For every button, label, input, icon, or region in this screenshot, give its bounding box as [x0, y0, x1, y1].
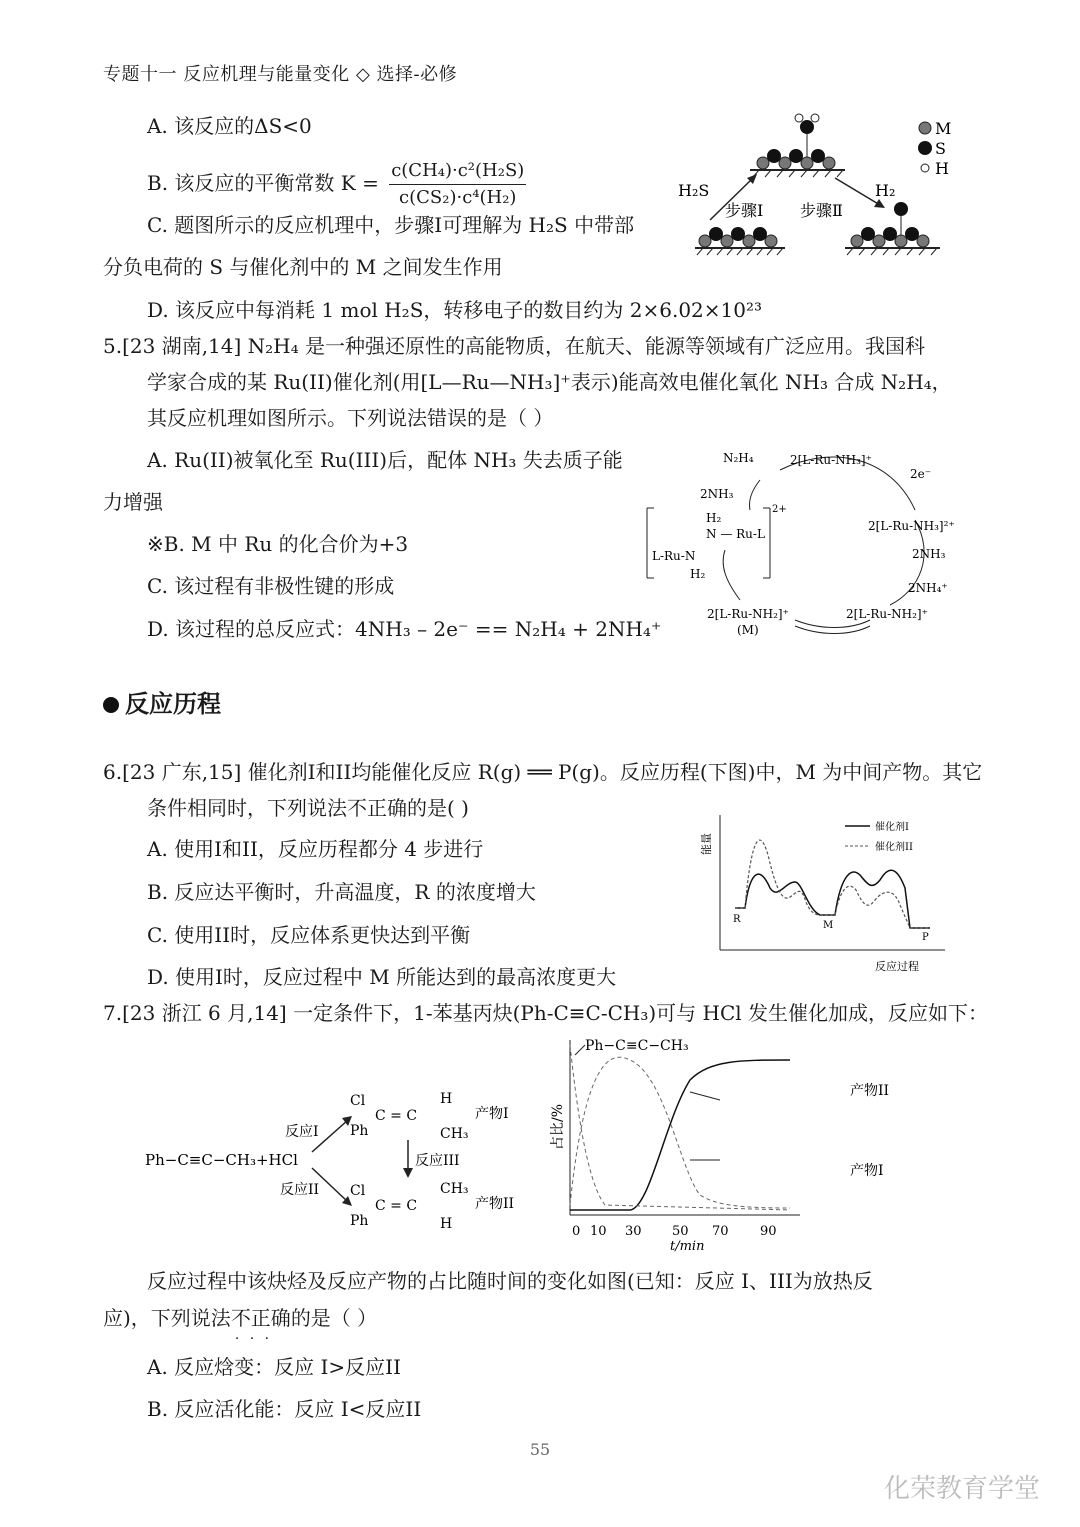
q6-stem-line1: 6.[23 广东,15] 催化剂I和II均能催化反应 R(g) ══ P(g)。反应历程(下图)中，M 为中间产物。其它 — [103, 760, 983, 784]
q7-option-b: B. 反应活化能：反应 I<反应II — [147, 1397, 422, 1421]
prod2-h: H — [440, 1216, 453, 1232]
legend-h-icon — [921, 164, 929, 172]
prod1-h: H — [440, 1091, 453, 1107]
reaction-1-label: 反应I — [285, 1124, 319, 1140]
complex-left: L-Ru-N — [652, 549, 696, 563]
prod2-cl: Cl — [350, 1183, 366, 1199]
watermark: 化荣教育学堂 — [883, 1474, 1040, 1504]
n2h4-label: N₂H₄ — [723, 451, 754, 465]
q7-paragraph-part3: 的是（ ） — [290, 1306, 378, 1330]
x-tick-50: 50 — [672, 1224, 689, 1239]
page-header: 专题十一 反应机理与能量变化 ◇ 选择-必修 — [103, 64, 458, 85]
legend-m-icon — [919, 122, 931, 134]
legend-catalyst-1: 催化剂I — [875, 822, 909, 833]
composition-time-chart — [540, 1030, 920, 1255]
q4-option-d: D. 该反应中每消耗 1 mol H₂S，转移电子的数目约为 2×6.02×10²³ — [147, 298, 763, 322]
q5-option-a-line1: A. Ru(II)被氧化至 Ru(III)后，配体 NH₃ 失去质子能 — [147, 448, 623, 472]
energy-profile-chart — [700, 810, 950, 980]
prod2-name: 产物II — [475, 1196, 515, 1212]
complex-top-h2: H₂ — [706, 511, 722, 525]
prod1-ph: Ph — [350, 1123, 369, 1139]
q7-stem-line1: 7.[23 浙江 6 月,14] 一定条件下，1-苯基丙炔(Ph-C≡C-CH₃)可与 HCl 发生催化加成，反应如下： — [103, 1001, 989, 1025]
right-complex-label: 2[L-Ru-NH₃]²⁺ — [868, 519, 955, 533]
legend-s: S — [935, 139, 946, 158]
q5-option-b: ※B. M 中 Ru 的化合价为+3 — [147, 532, 409, 556]
bottom-left-complex-label: 2[L-Ru-NH₂]⁺ — [707, 607, 789, 621]
top-complex-label: 2[L-Ru-NH₃]⁺ — [790, 453, 872, 467]
q5-option-d: D. 该过程的总反应式：4NH₃ – 2e⁻ == N₂H₄ + 2NH₄⁺ — [147, 617, 662, 641]
x-axis-label: t/min — [670, 1239, 705, 1254]
alkyne-label: Ph−C≡C−CH₃ — [585, 1038, 689, 1054]
q6-option-b: B. 反应达平衡时，升高温度，R 的浓度增大 — [147, 880, 536, 904]
prod2-ch3: CH₃ — [440, 1181, 469, 1197]
prod1-ch3: CH₃ — [440, 1126, 469, 1142]
prod2-cc: C = C — [375, 1198, 418, 1214]
q7-paragraph-line1: 反应过程中该炔烃及反应产物的占比随时间的变化如图(已知：反应 I、III为放热反 — [147, 1269, 873, 1293]
h2s-label: H₂S — [678, 181, 710, 200]
legend-s-icon — [918, 141, 932, 155]
q7-paragraph-part1: 应)，下列说法 — [103, 1306, 231, 1330]
q5-stem-line1: 5.[23 湖南,14] N₂H₄ 是一种强还原性的高能物质，在航天、能源等领域有广泛应用。我国科 — [103, 334, 925, 358]
m-label: (M) — [737, 623, 759, 637]
step1-label: 步骤Ⅰ — [725, 201, 764, 220]
q5-option-c: C. 该过程有非极性键的形成 — [147, 574, 395, 598]
y-axis-label: 能量 — [700, 833, 713, 855]
q6-option-c: C. 使用II时，反应体系更快达到平衡 — [147, 923, 471, 947]
h2-label: H₂ — [875, 181, 896, 200]
electron-label: 2e⁻ — [910, 467, 932, 481]
r-label: R — [733, 914, 741, 925]
left-nh3-label: 2NH₃ — [700, 487, 734, 501]
complex-n-ru-l: N — Ru-L — [706, 527, 765, 541]
x-tick-70: 70 — [712, 1224, 729, 1239]
q4-option-b — [147, 160, 530, 209]
product1-label: 产物I — [850, 1163, 884, 1179]
prod1-cc: C = C — [375, 1108, 418, 1124]
product1-curve — [570, 1057, 790, 1208]
right-nh3-label: 2NH₃ — [912, 547, 946, 561]
page-number: 55 — [529, 1440, 551, 1459]
q6-option-d: D. 使用I时，反应过程中 M 所能达到的最高浓度更大 — [147, 965, 617, 989]
q7-emphasis: 不正确 · · · — [231, 1306, 291, 1330]
q6-stem-line2: 条件相同时，下列说法不正确的是( ) — [147, 796, 469, 820]
q5-stem-line2: 学家合成的某 Ru(II)催化剂(用[L—Ru—NH₃]⁺表示)能高效电催化氧化 NH₃ 合成 N₂H₄， — [147, 370, 952, 394]
m-point-label: M — [823, 920, 834, 931]
q7-paragraph-line2 — [103, 1305, 377, 1331]
section-title-text: 反应历程 — [125, 690, 221, 718]
p-label: P — [922, 932, 929, 943]
ru-catalytic-cycle-figure — [640, 440, 975, 640]
complex-charge: 2+ — [772, 504, 787, 515]
reaction-2-label: 反应II — [280, 1182, 320, 1198]
q7-option-a: A. 反应焓变：反应 I>反应II — [147, 1355, 401, 1379]
catalyst-2-curve — [735, 840, 930, 928]
prod1-name: 产物I — [475, 1106, 509, 1122]
legend-m: M — [935, 119, 952, 138]
q6-option-a: A. 使用I和II，反应历程都分 4 步进行 — [147, 837, 484, 861]
bottom-right-complex-label: 2[L-Ru-NH₂]⁺ — [846, 607, 928, 621]
section-title — [103, 684, 221, 719]
product2-label: 产物II — [850, 1083, 890, 1099]
reaction-scheme — [140, 1080, 540, 1240]
q5-option-a-line2: 力增强 — [103, 490, 163, 514]
complex-bottom-h2: H₂ — [690, 567, 706, 581]
x-axis-label: 反应过程 — [875, 960, 919, 973]
alkyne-curve — [570, 1045, 790, 1210]
y-axis-label: 占比/% — [550, 1103, 566, 1150]
x-tick-30: 30 — [625, 1224, 642, 1239]
right-nh4-label: 2NH₄⁺ — [908, 581, 948, 595]
fraction-numerator: c(CH₄)·c²(H₂S) — [389, 160, 526, 185]
q4-option-a: A. 该反应的ΔS<0 — [147, 114, 312, 138]
catalyst-mechanism-figure — [675, 110, 965, 265]
x-tick-10: 10 — [590, 1224, 607, 1239]
step2-label: 步骤Ⅱ — [800, 201, 843, 220]
legend-h: H — [935, 159, 949, 178]
prod1-cl: Cl — [350, 1093, 366, 1109]
reaction-3-label: 反应III — [415, 1153, 460, 1169]
prod2-ph: Ph — [350, 1213, 369, 1229]
x-tick-0: 0 — [572, 1224, 581, 1239]
q4-option-c-line1: C. 题图所示的反应机理中，步骤I可理解为 H₂S 中带部 — [147, 213, 635, 237]
bullet-icon — [103, 697, 119, 713]
fraction-denominator: c(CS₂)·c⁴(H₂) — [399, 187, 517, 208]
reactant-label: Ph−C≡C−CH₃+HCl — [145, 1151, 298, 1169]
q4-option-b-prefix: B. 该反应的平衡常数 K = — [147, 171, 379, 195]
product2-curve — [570, 1060, 790, 1210]
q4-option-c-line2: 分负电荷的 S 与催化剂中的 M 之间发生作用 — [103, 255, 503, 279]
equilibrium-constant-fraction — [389, 160, 526, 209]
x-tick-90: 90 — [760, 1224, 777, 1239]
q5-stem-line3: 其反应机理如图所示。下列说法错误的是（ ） — [147, 406, 554, 430]
legend-catalyst-2: 催化剂II — [875, 842, 913, 853]
